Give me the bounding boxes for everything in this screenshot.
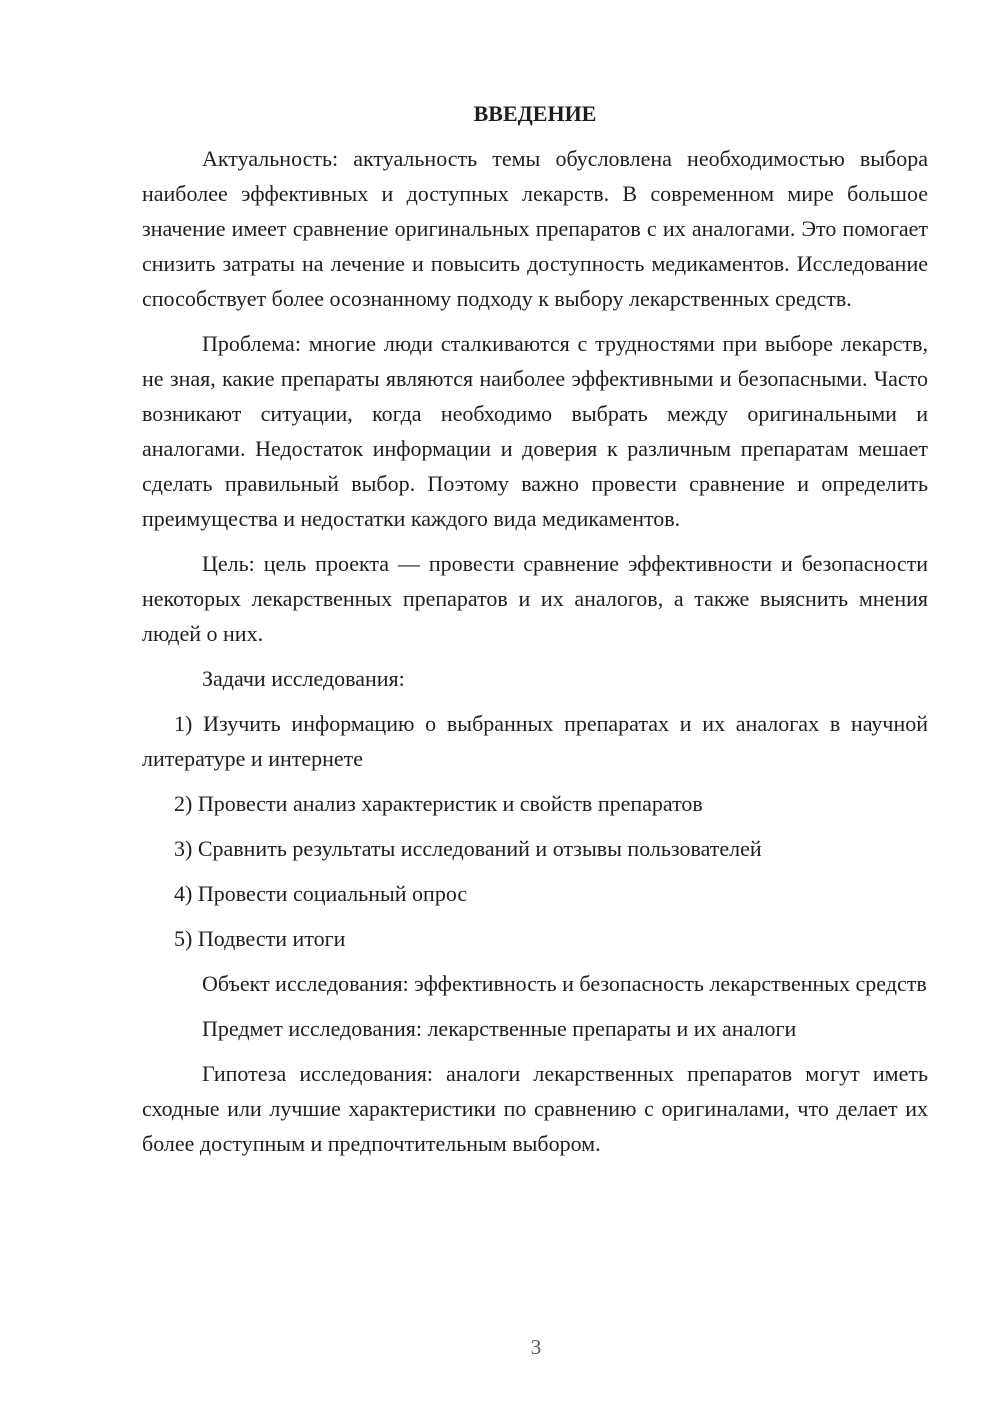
task-item: 5) Подвести итоги — [174, 926, 346, 951]
task-item: 3) Сравнить результаты исследований и отзывы пользователей — [174, 836, 762, 861]
relevance-paragraph: Актуальность: актуальность темы обусловлена необходимостью выбора наиболее эффективных и доступных лекарств. В современном мире большое значение имеет сравнение оригинальных препаратов с их аналогами. Это помогает снизить затраты на лечение и повысить доступность медикаментов. Исследование способствует более осознанному подходу к выбору лекарственных средств. — [142, 146, 928, 311]
goal-paragraph: Цель: цель проекта — провести сравнение эффективности и безопасности некоторых лекарственных препаратов и их аналогов, а также выяснить мнения людей о них. — [142, 551, 928, 646]
task-item: 1) Изучить информацию о выбранных препаратах и их аналогах в научной литературе и интернете — [142, 711, 928, 771]
page-number: 3 — [530, 1335, 542, 1359]
task-item: 2) Провести анализ характеристик и свойств препаратов — [174, 791, 703, 816]
subject-paragraph: Предмет исследования: лекарственные препараты и их аналоги — [202, 1016, 797, 1041]
hypothesis-paragraph: Гипотеза исследования: аналоги лекарственных препаратов могут иметь сходные или лучшие характеристики по сравнению с оригиналами, что делает их более доступным и предпочтительным выбором. — [142, 1061, 928, 1156]
problem-paragraph: Проблема: многие люди сталкиваются с трудностями при выборе лекарств, не зная, какие препараты являются наиболее эффективными и безопасными. Часто возникают ситуации, когда необходимо выбрать между оригинальными и аналогами. Недостаток информации и доверия к различным препаратам мешает сделать правильный выбор. Поэтому важно провести сравнение и определить преимущества и недостатки каждого вида медикаментов. — [142, 331, 928, 531]
task-item: 4) Провести социальный опрос — [174, 881, 468, 906]
object-paragraph: Объект исследования: эффективность и безопасность лекарственных средств — [202, 971, 927, 996]
section-title: ВВЕДЕНИЕ — [473, 101, 597, 126]
tasks-heading: Задачи исследования: — [202, 666, 405, 691]
